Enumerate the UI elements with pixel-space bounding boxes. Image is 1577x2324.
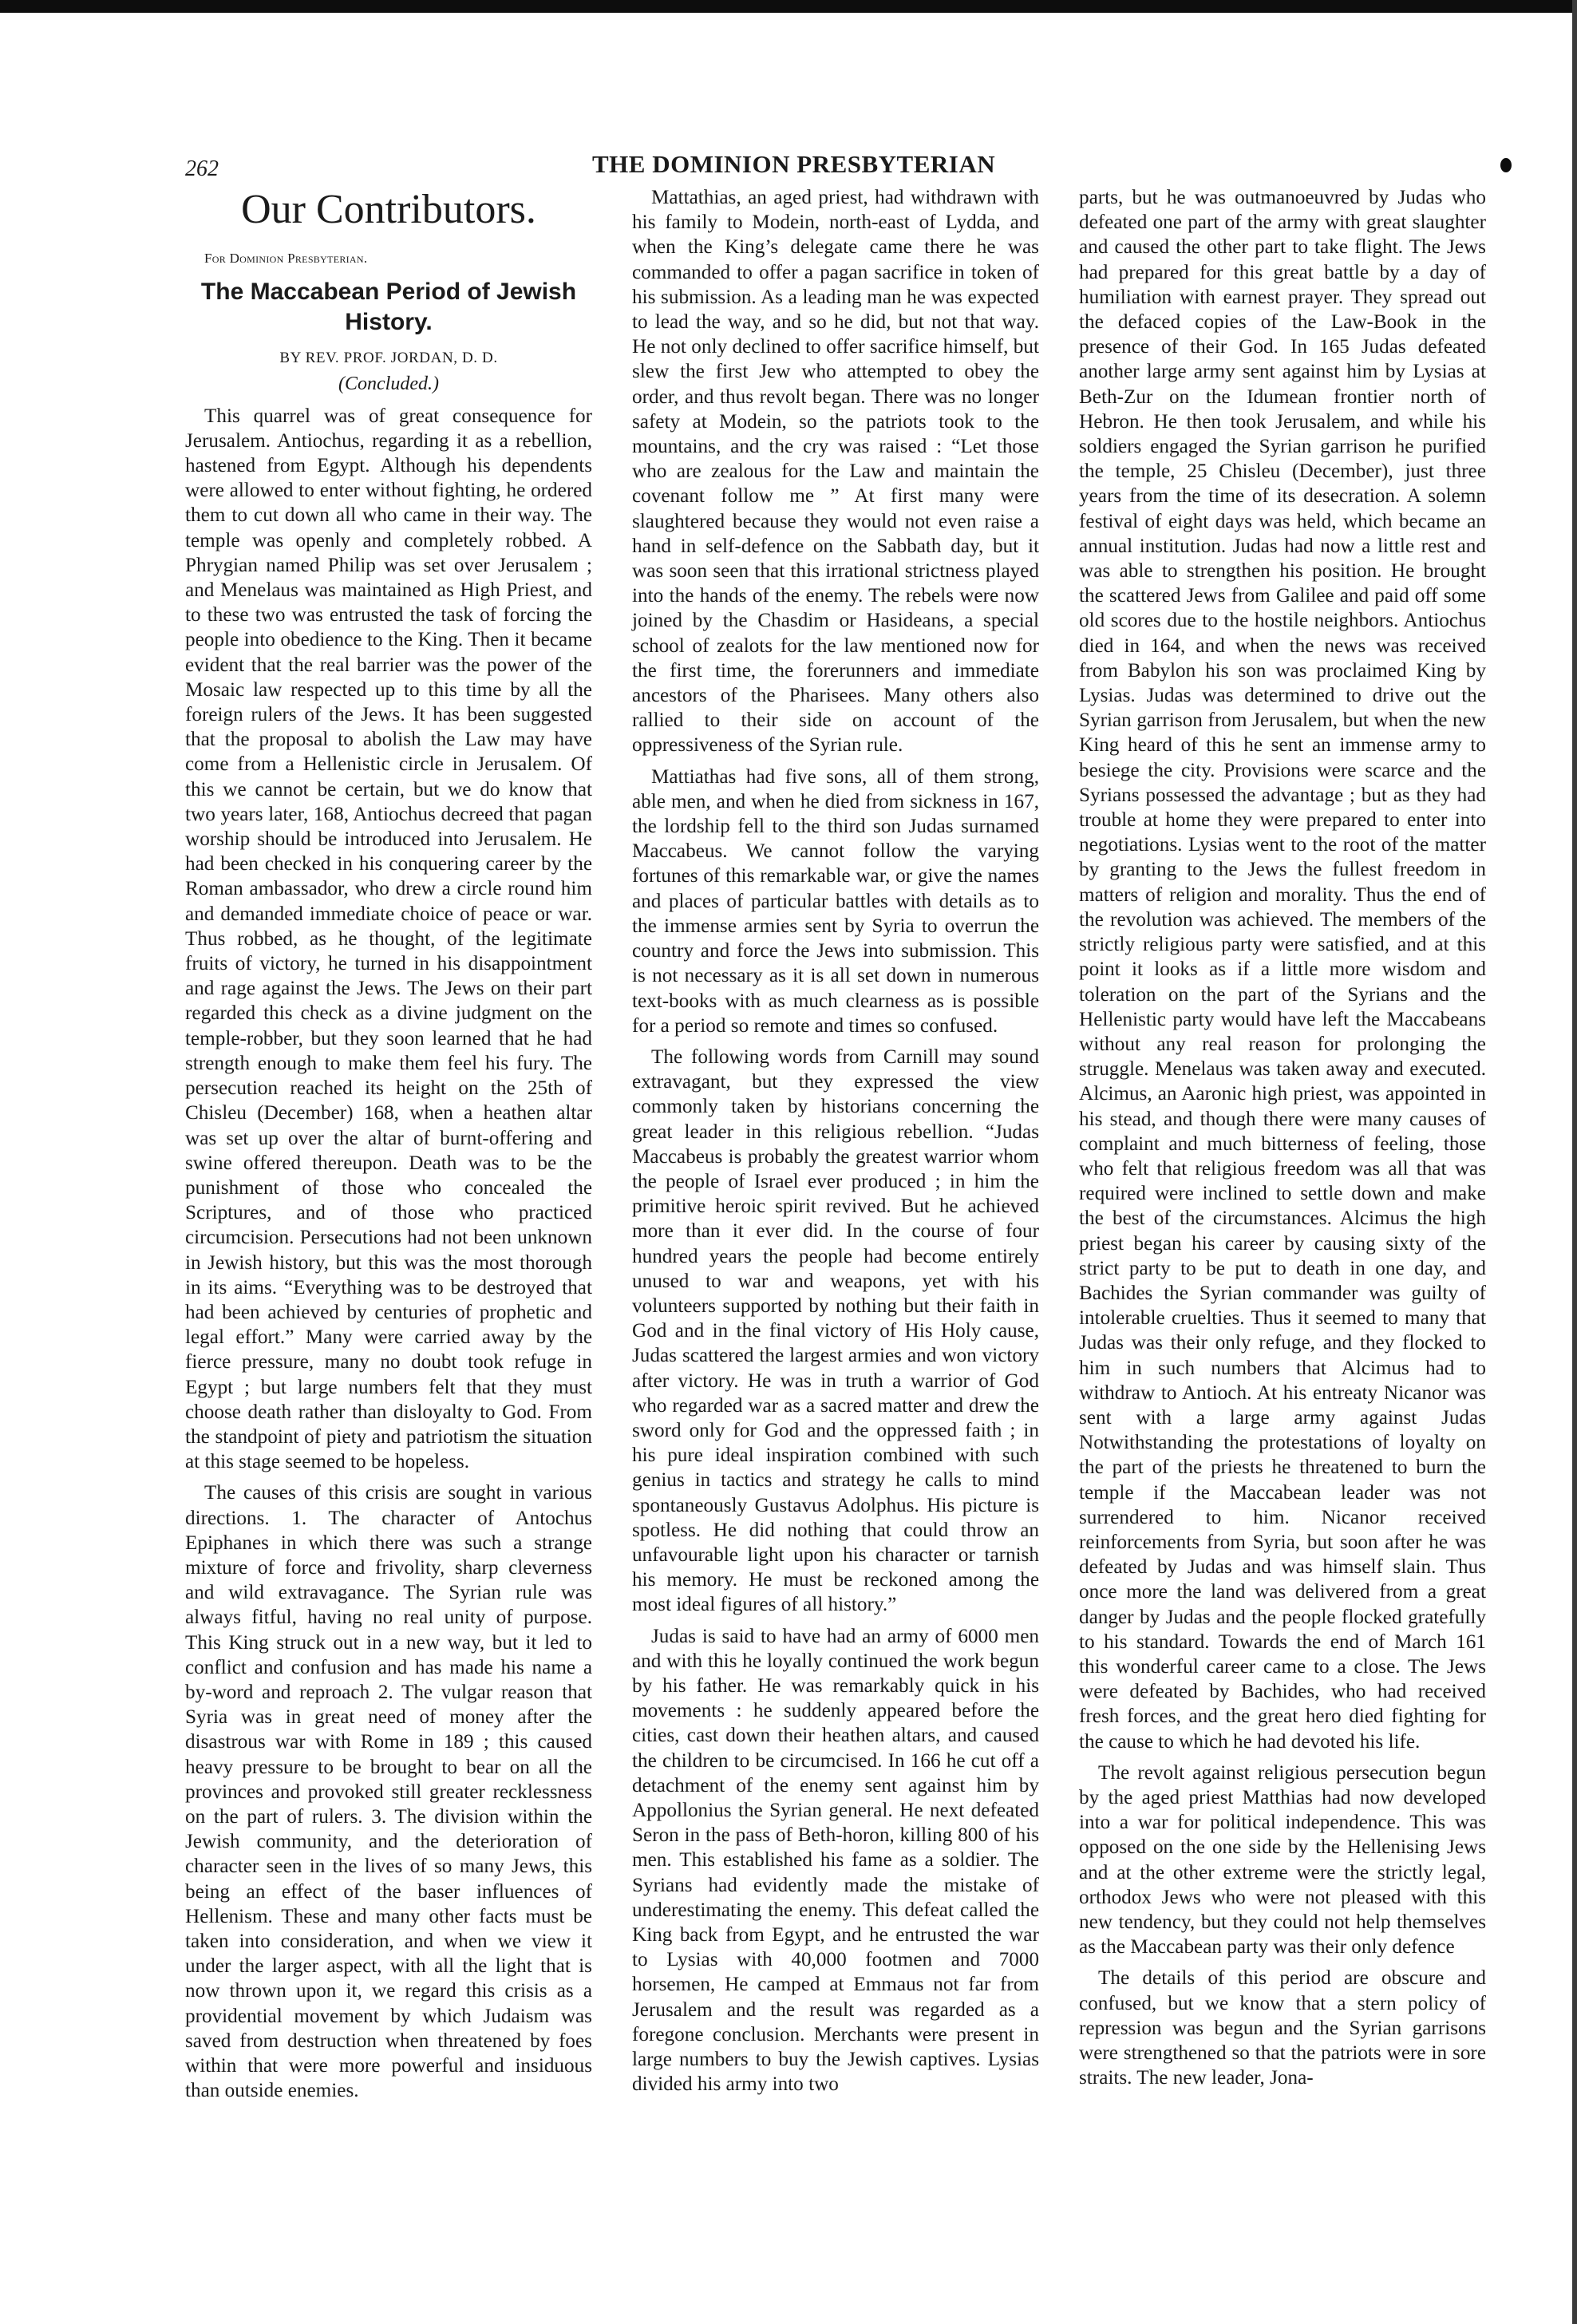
section-title: Our Contributors. <box>241 187 536 232</box>
page-number: 262 <box>185 156 219 181</box>
column-3 <box>1079 185 1486 2097</box>
newspaper-page <box>185 136 1494 2290</box>
running-head: THE DOMINION PRESBYTERIAN <box>592 150 996 178</box>
column-2 <box>632 185 1039 2103</box>
paragraph: The causes of this crisis are sought in various directions. 1. The character of Antochus Epiphanes in which there was such a strange mixture of force and frivolity, sharp cleverness and wild extravagance. The Syrian rule was always fitful, having no real unity of purpose. This King struck out in a new way, but it led to conflict and confusion and has made his name a by-word and reproach 2. The vulgar reason that Syria was in great need of money after the disastrous war with Rome in 189 ; this caused heavy pressure to be brought to bear on all the provinces and provoked still greater recklessness on the part of rulers. 3. The division within the Jewish community, and the deterioration of character seen in the lives of so many Jews, this being an effect of the baser influences of Hellenism. These and many other facts must be taken into consideration, and when we view it under the larger aspect, with all the light that is now thrown upon it, we regard this crisis as a providential movement by which Judaism was saved from destruction when threatened by foes within that were more powerful and insiduous than outside enemies. <box>185 1482 592 2102</box>
paragraph: The details of this period are obscure and confused, but we know that a stern policy of repression was begun and the Syrian garrisons were strengthened so that the patriots were in sore straits. The new leader, Jona- <box>1079 1967 1486 2089</box>
paragraph: The following words from Carnill may sound extravagant, but they expressed the view commonly taken by historians concerning the great leader in this religious rebellion. “Judas Maccabeus is probably the greatest warrior whom the people of Israel ever produced ; in him the primitive heroic spirit revived. But he achieved more than it ever did. In the course of four hundred years the people had become entirely unused to war and weapons, yet with his volunteers supported by nothing but their faith in God and in the final victory of His Holy cause, Judas scattered the largest armies and won victory after victory. He was in truth a warrior of God who regarded war as a sacred matter and drew the sword only for God and the oppressed faith ; in his pure ideal inspiration combined with such genius in tactics and strategy he calls to mind spontaneously Gustavus Adolphus. His picture is spotless. He did nothing that could throw an unfavourable light upon his character or tarnish his memory. He must be reckoned among the most ideal figures of all history.” <box>632 1045 1039 1616</box>
article-status: (Concluded.) <box>338 374 439 395</box>
article-title: The Maccabean Period of Jewish History. <box>200 279 577 336</box>
paragraph: Mattathias, an aged priest, had withdrawn with his family to Modein, north-east of Lydda, and when the King’s delegate came there he was commanded to offer a pagan sacrifice in token of his submission. As a leading man he was expected to lead the way, and so he did, but not that way. He not only declined to offer sacrifice himself, but slew the first Jew who attempted to obey the order, and thus revolt began. There was no longer safety at Modein, so the patriots took to the mountains, and the cry was raised : “Let those who are zealous for the Law and maintain the covenant follow me ” At first many were slaughtered because they would not even raise a hand in self-defence on the Sabbath day, but it was soon seen that this irrational strictness played into the hands of the enemy. The rebels were now joined by the Chasdim or Hasideans, a special school of zealots for the law mentioned now for the first time, the forerunners and immediate ancestors of the Pharisees. Many others also rallied to their side on account of the oppressiveness of the Syrian rule. <box>632 187 1039 757</box>
paragraph: parts, but he was outmanoeuvred by Judas who defeated one part of the army with great slaughter and caused the other part to take flight. The Jews had prepared for this great battle by a day of humiliation with earnest prayer. They spread out the defaced copies of the Law-Book in the presence of their God. In 165 Judas defeated another large army sent against him by Lysias at Beth-Zur on the Idumean frontier north of Hebron. He then took Jerusalem, and while his soldiers engaged the Syrian garrison he purified the temple, 25 Chisleu (December), just three years from the time of its desecration. A solemn festival of eight days was held, which became an annual institution. Judas had now a little rest and was able to strengthen his position. He brought the scattered Jews from Galilee and paid off some old scores due to the hostile neighbors. Antiochus died in 164, and when the news was received from Babylon his son was proclaimed King by Lysias. Judas was determined to drive out the Syrian garrison from Jerusalem, but when the new King heard of this he sent an immense army to besiege the city. Provisions were scarce and the Syrians possessed the advantage ; but as they had trouble at home they were prepared to enter into negotiations. Lysias went to the root of the matter by granting to the Jews the fullest freedom in matters of religion and morality. Thus the end of the revolution was achieved. The members of the strictly religious party were satisfied, and at this point it looks as if a little more wisdom and toleration on the part of the Syrians and the Hellenistic party would have left the Maccabeans without any real reason for prolonging the struggle. Menelaus was taken away and executed. Alcimus, an Aaronic high priest, was appointed in his stead, and though there were many causes of complaint and much bitterness of feeling, those who felt that religious freedom was all that was required were inclined to settle down and make the best of the circumstances. Alcimus the high priest began his career by causing sixty of the strict party to be put to death in one day, and Bachides the Syrian commander was guilty of intolerable cruelties. Thus it seemed to many that Judas was their only refuge, and they flocked to him in such numbers that Alcimus had to withdraw to Antioch. At his entreaty Nicanor was sent with a large army against Judas Notwithstanding the protestations of loyalty on the part of the priests he threatened to burn the temple if the Maccabean leader was not surrendered to him. Nicanor received reinforcements from Syria, but soon after he was defeated by Judas and was himself slain. Thus once more the land was delivered from a great danger by Judas and the people flocked gratefully to his standard. Towards the end of March 161 this wonderful career came to a close. The Jews were defeated by Bachides, who had received fresh forces, and the great hero died fighting for the cause to which he had devoted his life. <box>1079 187 1486 1753</box>
scan-top-border <box>0 0 1577 13</box>
article-source: For Dominion Presbyterian. <box>204 251 368 266</box>
paragraph: Judas is said to have had an army of 6000 men and with this he loyally continued the work begun by his father. He was remarkably quick in his movements : he suddenly appeared before the cities, cast down their heathen altars, and caused the children to be circumcised. In 166 he cut off a detachment of the enemy sent against him by Appollonius the Syrian general. He next defeated Seron in the pass of Beth-horon, killing 800 of his men. This established his fame as a soldier. The Syrians had evidently made the mistake of underestimating the enemy. This defeat called the King back from Egypt, and he entrusted the war to Lysias with 40,000 footmen and 7000 horsemen, He camped at Emmaus not far from Jerusalem and the result was regarded as a foregone conclusion. Merchants were present in large numbers to buy the Jewish captives. Lysias divided his army into two <box>632 1625 1039 2096</box>
scan-right-border <box>1572 0 1577 2324</box>
ink-dot-mark <box>1500 158 1512 172</box>
column-1 <box>185 185 592 2109</box>
article-author: BY REV. PROF. JORDAN, D. D. <box>279 350 498 367</box>
paragraph: Mattiathas had five sons, all of them strong, able men, and when he died from sickness in 167, the lordship fell to the third son Judas surnamed Maccabeus. We cannot follow the varying fortunes of this remarkable war, or give the names and places of particular battles with details as to the immense armies sent by Syria to overrun the country and force the Jews into submission. This is not necessary as it is all set down in numerous text-books with as much clearness as is possible for a period so remote and times so confused. <box>632 765 1039 1037</box>
paragraph: This quarrel was of great consequence for Jerusalem. Antiochus, regarding it as a rebellion, hastened from Egypt. Although his dependents were allowed to enter without fighting, he ordered them to cut down all who came in their way. The temple was openly and completely robbed. A Phrygian named Philip was set over Jerusalem ; and Menelaus was maintained as High Priest, and to these two was entrusted the task of forcing the people into obedience to the King. Then it became evident that the real barrier was the power of the Mosaic law respected up to this time by all the foreign rulers of the Jews. It has been suggested that the proposal to abolish the Law may have come from a Hellenistic circle in Jerusalem. Of this we cannot be certain, but we do know that two years later, 168, Antiochus decreed that pagan worship should be introduced into Jerusalem. He had been checked in his conquering career by the Roman ambassador, who drew a circle round him and demanded immediate choice of peace or war. Thus robbed, as he thought, of the legitimate fruits of victory, he turned in his disappointment and rage against the Jews. The Jews on their part regarded this check as a divine judgment on the temple-robber, but they soon learned that he had strength enough to make them feel his fury. The persecution reached its height on the 25th of Chisleu (December) 168, when a heathen altar was set up over the altar of burnt-offering and swine offered thereupon. Death was to be the punishment of those who concealed the Scriptures, and of those who practiced circumcision. Persecutions had not been unknown in Jewish history, but this was the most thorough in its aims. “Everything was to be destroyed that had been achieved by centuries of prophetic and legal effort.” Many were carried away by the fierce pressure, many no doubt took refuge in Egypt ; but large numbers felt that they must choose death rather than disloyalty to God. From the standpoint of piety and patriotism the situation at this stage seemed to be hopeless. <box>185 405 592 1473</box>
paragraph: The revolt against religious persecution begun by the aged priest Matthias had now developed into a war for political independence. This was opposed on the one side by the Hellenising Jews and at the other extreme were the strictly legal, orthodox Jews who were not pleased with this new tendency, but they could not help themselves as the Maccabean party was their only defence <box>1079 1761 1486 1958</box>
